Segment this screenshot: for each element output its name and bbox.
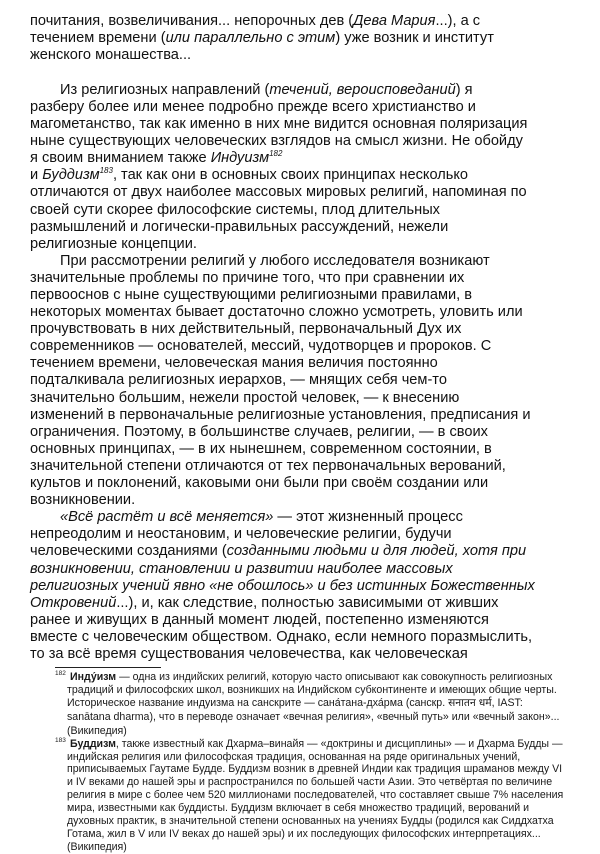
text-segment: прочувствовать в них действительный, первоначальный Дух их xyxy=(30,321,462,338)
text-segment: вместе с человеческим обществом. Однако, если немного поразмыслить, xyxy=(30,628,533,645)
text-segment: традиций и философских школ, возникших на Индийском субконтиненте и имеющих общие черты. xyxy=(67,683,557,696)
italic-text: или параллельно с этим xyxy=(165,30,336,47)
footnote-line xyxy=(67,763,563,776)
text-segment: течением времени ( xyxy=(30,30,166,47)
text-segment: человеческими созданиями ( xyxy=(30,543,227,560)
text-line xyxy=(30,424,535,441)
text-line xyxy=(30,475,535,492)
text-segment: Готама, жил в V или IV веках до нашей эры) и их последующих философских интерпретациях... xyxy=(67,827,541,840)
body-text xyxy=(30,13,535,663)
text-segment: и xyxy=(30,167,43,184)
text-segment: изменений в первоначальные религиозные установления, предписания и xyxy=(30,406,531,423)
text-segment: возникновении. xyxy=(30,492,136,509)
text-line xyxy=(30,219,535,236)
text-segment: размышлений и логически-правильных рассуждений, нежели xyxy=(30,218,449,235)
text-segment: культов и поклонений, каковыми они были при своём создании или xyxy=(30,475,489,492)
text-segment: магометанство, так как именно в них мне видится основная поляризация xyxy=(30,116,528,133)
text-segment: своей сути скорее философские системы, плод длительных xyxy=(30,201,440,218)
text-segment: первооснов с ныне существующими религиозными правилами, в xyxy=(30,287,473,303)
italic-text: возникновении, становлении и развитии наиболее массовых xyxy=(30,560,453,577)
text-segment: почитания, возвеличивания... непорочных дев ( xyxy=(30,13,354,29)
text-line xyxy=(30,321,535,338)
text-segment: значительные проблемы по причине того, что при сравнении их xyxy=(30,269,465,286)
text-segment: (Википедия) xyxy=(67,840,127,853)
text-segment: я своим вниманием также xyxy=(30,150,211,167)
text-segment: ...), и, как следствие, полностью зависимыми от живших xyxy=(116,594,499,611)
text-line xyxy=(30,150,535,167)
text-segment: приписываемых Гаутаме Будде. Буддизм возник в древней Индии как традиция шраманов между VI xyxy=(67,763,563,776)
text-segment: непреодолим и неостановим, и человеческие религии, будучи xyxy=(30,526,452,543)
text-segment: значительно большим, нежели простой человек, — к внесению xyxy=(30,389,460,406)
text-segment: значительной степени отличаются от тех первоначальных верований, xyxy=(30,457,506,474)
footnote-separator xyxy=(55,667,161,668)
text-line xyxy=(30,47,535,64)
text-line xyxy=(30,390,535,407)
footnote-line xyxy=(67,789,563,802)
footnote-line xyxy=(67,684,563,697)
text-segment: ныне существующих человеческих взглядов на смысл жизни. Не обойду xyxy=(30,133,523,150)
text-line xyxy=(30,595,535,612)
text-segment: Историческое название индуизма на санскрите — сана́тана-дха́рма (санскр. सनातन धर्म, IAST: xyxy=(67,696,523,709)
text-segment: и IV веками до нашей эры и распространился по большей части Азии. Это четвёртая по величине xyxy=(67,776,553,789)
text-line xyxy=(30,509,535,526)
text-segment: некоторых моментах бывает достаточно сложно усмотреть, уловить или xyxy=(30,304,523,321)
text-segment: ограничения. Поэтому, в большинстве случаев, религии, — в своих xyxy=(30,423,488,440)
text-line xyxy=(30,338,535,355)
footnote-line xyxy=(67,828,563,841)
text-line xyxy=(30,167,535,184)
text-segment: ...), а с xyxy=(435,13,481,29)
footnote-line xyxy=(67,697,563,711)
footnote-line xyxy=(67,738,563,751)
italic-text: Откровений xyxy=(30,594,117,611)
text-segment: ) я xyxy=(455,81,473,98)
footnote-line xyxy=(67,725,563,738)
footnotes xyxy=(55,671,563,854)
text-line xyxy=(30,526,535,543)
text-line xyxy=(30,287,535,304)
text-line xyxy=(30,372,535,389)
text-segment: ранее и живущих в данный момент людей, постепенно изменяются xyxy=(30,611,489,628)
text-line xyxy=(30,270,535,287)
footnote-line xyxy=(67,776,563,789)
footnote-line xyxy=(67,711,563,725)
text-segment: течением времени, человеческая мания величия постоянно xyxy=(30,355,438,372)
text-line xyxy=(30,13,535,30)
text-segment: (Википедия) xyxy=(67,724,127,737)
italic-text: Индуизм xyxy=(210,150,270,167)
text-line xyxy=(30,441,535,458)
italic-text: «Всё растёт и всё меняется» xyxy=(60,509,274,526)
text-segment: духовных практик, в значительной степени основанных на учениях Будды (родился как Сиддхатха xyxy=(67,815,554,828)
text-line xyxy=(30,407,535,424)
italic-text: Дева Мария xyxy=(353,13,436,29)
text-line xyxy=(30,304,535,321)
footnote-line xyxy=(67,841,563,854)
paragraph-gap xyxy=(30,64,535,82)
text-line xyxy=(30,82,535,99)
text-segment: отличаются от двух наиболее массовых мировых религий, напоминая по xyxy=(30,184,527,201)
text-line xyxy=(30,612,535,629)
text-segment: основных принципах, — в их нынешнем, современном состоянии, в xyxy=(30,440,492,457)
text-line xyxy=(30,578,535,595)
text-segment: разберу более или менее подробно прежде всего христианство и xyxy=(30,98,476,115)
text-segment: женского монашества... xyxy=(30,47,192,64)
text-line xyxy=(30,355,535,372)
text-segment: индийская религия или философская традиция, основанная на ряде оригинальных учений, xyxy=(67,750,521,763)
text-segment: мира, известными как буддисты. Буддизм включает в себя множество традиций, верований и xyxy=(67,802,530,815)
footnote-reference[interactable]: 183 xyxy=(99,166,113,176)
text-segment: современников — основателей, мессий, чудотворцев и пророков. С xyxy=(30,338,492,355)
text-segment: религиозные концепции. xyxy=(30,235,197,252)
text-line xyxy=(30,458,535,475)
text-line xyxy=(30,253,535,270)
text-segment: , также известный как Дхарма–винайя — «доктрины и дисциплины» — и Дхарма Будды — xyxy=(115,737,563,750)
text-line xyxy=(30,629,535,646)
text-segment: sanātana dharma), что в переводе означает «вечная религия», «вечный путь» или «вечный закон»... xyxy=(67,710,560,723)
text-line xyxy=(30,116,535,133)
text-line xyxy=(30,646,535,663)
italic-text: течений, вероисповеданий xyxy=(269,81,456,98)
text-line xyxy=(30,561,535,578)
text-line xyxy=(30,133,535,150)
text-segment: ) уже возник и институт xyxy=(335,30,494,47)
footnote-reference[interactable]: 182 xyxy=(269,149,283,159)
text-segment: то за всё время существования человечества, как человеческая xyxy=(30,645,468,662)
footnote-number: 182 xyxy=(55,670,66,677)
footnote-line xyxy=(67,751,563,764)
footnote-line xyxy=(67,815,563,828)
footnote-number: 183 xyxy=(55,736,66,744)
footnote-term: Буддизм xyxy=(70,737,116,750)
text-segment: Из религиозных направлений ( xyxy=(60,81,270,98)
text-line xyxy=(30,236,535,253)
text-line xyxy=(30,30,535,47)
footnote-182 xyxy=(55,671,563,738)
text-line xyxy=(30,99,535,116)
footnote-term: Инду́изм xyxy=(70,671,117,683)
italic-text: Буддизм xyxy=(42,167,100,184)
text-segment: , так как они в основных своих принципах несколько xyxy=(112,167,469,184)
text-segment: подталкивала религиозных иерархов, — мнящих себя чем-то xyxy=(30,372,447,389)
italic-text: созданными людьми и для людей, хотя при xyxy=(226,543,527,560)
text-segment: религия в мире с более чем 520 миллионами последователей, что составляет свыше 7% населения xyxy=(67,789,564,802)
text-segment: При рассмотрении религий у любого исследователя возникают xyxy=(60,252,490,269)
footnote-line xyxy=(67,671,563,684)
italic-text: религиозных учений явно «не обошлось» и без истинных Божественных xyxy=(30,577,535,594)
text-line xyxy=(30,492,535,509)
text-line xyxy=(30,543,535,560)
footnote-183 xyxy=(55,738,563,854)
text-segment: — этот жизненный процесс xyxy=(273,509,463,526)
text-line xyxy=(30,184,535,201)
footnote-line xyxy=(67,802,563,815)
text-line xyxy=(30,202,535,219)
text-segment: — одна из индийских религий, которую часто описывают как совокупность религиозных xyxy=(116,671,553,683)
